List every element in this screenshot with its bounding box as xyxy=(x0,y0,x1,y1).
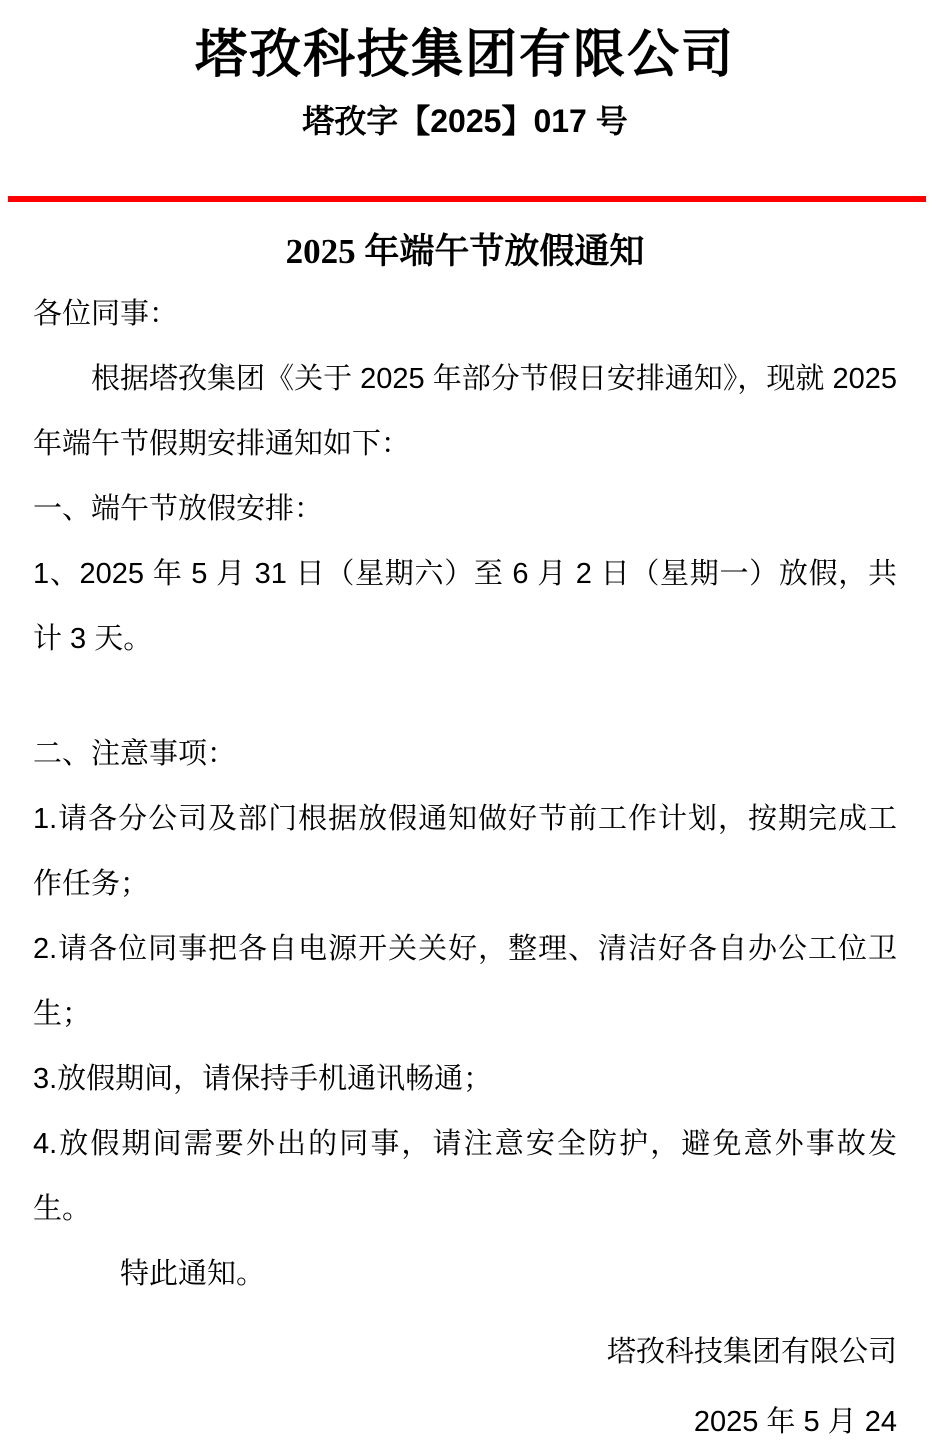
signature-company: 塔孜科技集团有限公司 xyxy=(606,1336,897,1368)
section2-item-3: 3.放假期间，请保持手机通讯畅通； xyxy=(33,1063,493,1095)
company-name-header: 塔孜科技集团有限公司 xyxy=(194,27,735,84)
section2-heading: 二、注意事项： xyxy=(33,738,237,770)
section2-item-1: 1.请各分公司及部门根据放假通知做好节前工作计划，按期完成工作任务； xyxy=(33,803,897,900)
section2-item-2: 2.请各位同事把各自电源开关关好，整理、清洁好各自办公工位卫生； xyxy=(33,933,897,1030)
red-divider-line xyxy=(8,196,926,202)
signature-date: 2025 年 5 月 24 xyxy=(693,1406,897,1438)
notice-body xyxy=(33,282,897,1442)
salutation: 各位同事： xyxy=(33,298,179,330)
intro-paragraph: 根据塔孜集团《关于 2025 年部分节假日安排通知》，现就 2025 年端午节假期安排通知如下： xyxy=(33,363,897,460)
section1-heading: 一、端午节放假安排： xyxy=(33,493,324,525)
paragraph-spacer xyxy=(33,672,897,722)
signature-block xyxy=(33,1317,897,1442)
notice-title: 2025 年端午节放假通知 xyxy=(285,232,645,271)
section2-item-4: 4.放假期间需要外出的同事，请注意安全防护，避免意外事故发生。 xyxy=(33,1128,897,1225)
document-number: 塔孜字【2025】017 号 xyxy=(302,103,628,139)
closing-line: 特此通知。 xyxy=(120,1258,266,1290)
section1-item-1: 1、2025 年 5 月 31 日（星期六）至 6 月 2 日（星期一）放假，共计 3 天。 xyxy=(33,558,897,655)
